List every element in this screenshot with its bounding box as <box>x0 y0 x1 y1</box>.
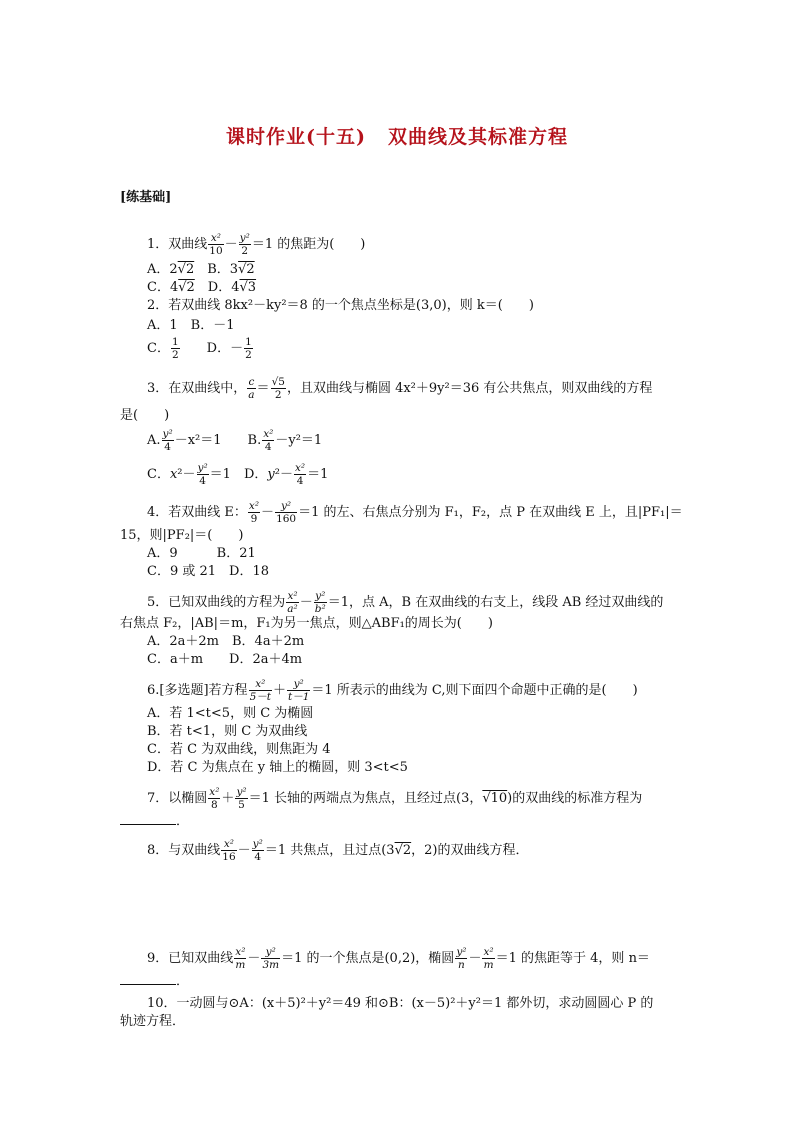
q3-options-cd: C．x²－ $\frac{\text{y²}}{4}$ ＝1 D．y²－ $\frac{\text{x²}}{4}$ ＝1 <box>147 462 329 487</box>
question-3: 3．在双曲线中， $\frac{c}{a}$ ＝ $\frac{√5}{2}$ ，且双曲线与椭圆 4x²＋9y²＝36 有公共焦点，则双曲线的方程 <box>147 376 653 401</box>
q3-options-ab: A. $\frac{\text{y²}}{4}$ －x²＝1 B. $\frac{\text{x²}}{4}$ －y²＝1 <box>147 428 323 453</box>
q6-option-a: A．若 1<t<5，则 C 为椭圆 <box>147 706 314 721</box>
question-7: 7．以椭圆 $\frac{\text{x²}}{8}$ ＋ $\frac{\text{y²}}{5}$ ＝1 长轴的两端点为焦点，且经过点(3，√10)的双曲线的标准方程为 <box>147 786 643 811</box>
question-4-cont: 15，则|PF₂|＝( ) <box>120 528 244 543</box>
q6-option-c: C．若 C 为双曲线，则焦距为 4 <box>147 742 331 757</box>
question-3-cont: 是( ) <box>120 408 170 423</box>
answer-blank-7[interactable] <box>120 824 176 825</box>
q2-options-ab: A．1 B．－1 <box>147 318 235 333</box>
q1-options-ab: A．2√2 B．3√2 <box>147 262 255 277</box>
question-2: 2．若双曲线 8kx²－ky²＝8 的一个焦点坐标是(3,0)，则 k＝( ) <box>147 298 534 313</box>
section-heading: [练基础] <box>120 190 172 205</box>
q4-options-cd: C．9 或 21 D．18 <box>147 564 269 579</box>
question-7-cont: ． <box>120 814 189 830</box>
q6-option-b: B．若 t<1，则 C 为双曲线 <box>147 724 308 739</box>
title-topic: 双曲线及其标准方程 <box>387 126 568 148</box>
question-9: 9．已知双曲线 $\frac{\text{x²}}{m}$ － $\frac{\text{y²}}{3m}$ ＝1 的一个焦点是(0,2)，椭圆 $\frac{\text{y²}}{n}$ － $\frac{\text{x²}}{m}$ ＝1 的焦距等于 4，则 n＝ <box>147 946 650 971</box>
q5-options-cd: C．a＋m D．2a＋4m <box>147 652 303 667</box>
page-title <box>0 122 794 149</box>
question-10-cont: 轨迹方程． <box>120 1014 186 1029</box>
question-10: 10．一动圆与⊙A：(x＋5)²＋y²＝49 和⊙B：(x－5)²＋y²＝1 都外切，求动圆圆心 P 的 <box>147 996 654 1011</box>
question-9-cont: ． <box>120 974 189 990</box>
q1-options-cd: C．4√2 D．4√3 <box>147 280 257 295</box>
title-lesson: 课时作业(十五) <box>226 126 366 148</box>
question-5-cont: 右焦点 F₂，|AB|＝m，F₁为另一焦点，则△ABF₁的周长为( ) <box>120 616 493 631</box>
question-1: 1．双曲线 $\frac{\text{x²}}{10}$ － $\frac{\text{y²}}{2}$ ＝1 的焦距为( ) <box>147 232 366 257</box>
question-8: 8．与双曲线 $\frac{\text{x²}}{16}$ － $\frac{\text{y²}}{4}$ ＝1 共焦点，且过点(3√2，2)的双曲线方程． <box>147 838 529 863</box>
q5-options-ab: A．2a＋2m B．4a＋2m <box>147 634 305 649</box>
question-5: 5．已知双曲线的方程为 $\frac{\text{x²}}{\text{a²}}$ － $\frac{\text{y²}}{\text{b²}}$ ＝1，点 A，B 在双曲线的右支上，线段 AB 经过双曲线的 <box>147 590 664 615</box>
q6-option-d: D．若 C 为焦点在 y 轴上的椭圆，则 3<t<5 <box>147 760 408 775</box>
q2-options-cd: C． $\frac{1}{2}$ D．－ $\frac{1}{2}$ <box>147 336 252 361</box>
question-6: 6.[多选题]若方程 $\frac{\text{x²}}{5-t}$ ＋ $\frac{\text{y²}}{t-1}$ ＝1 所表示的曲线为 C,则下面四个命题中正确的是( ) <box>147 678 638 703</box>
answer-blank-9[interactable] <box>120 984 176 985</box>
q4-options-ab: A．9 B．21 <box>147 546 256 561</box>
question-4: 4．若双曲线 E： $\frac{\text{x²}}{9}$ － $\frac{\text{y²}}{160}$ ＝1 的左、右焦点分别为 F₁，F₂，点 P 在双曲线 E 上，且|PF₁|＝ <box>147 500 683 525</box>
